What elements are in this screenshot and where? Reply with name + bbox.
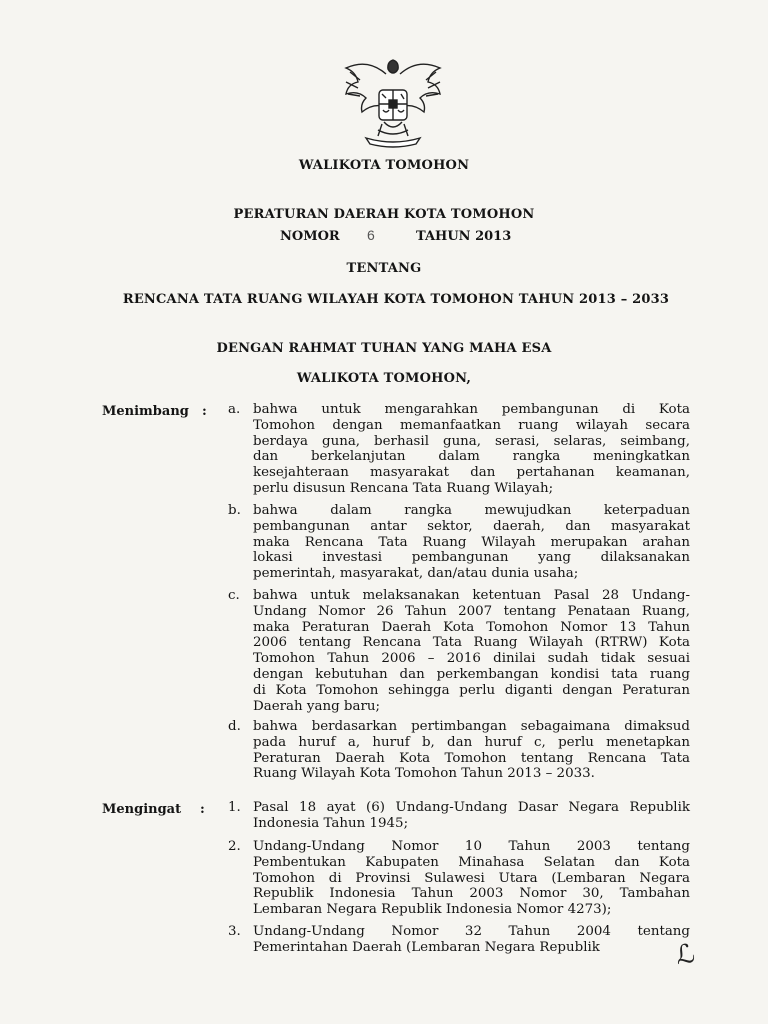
menimbang-colon: : (202, 404, 207, 419)
text-line: perlu disusun Rencana Tata Ruang Wilayah; (253, 480, 554, 496)
menimbang-label: Menimbang (102, 404, 189, 419)
text-line: maka Rencana Tata Ruang Wilayah merupakan arahan (253, 534, 690, 550)
text-line: maka Peraturan Daerah Kota Tomohon Nomor 13 Tahun (253, 619, 690, 635)
text-line: Ruang Wilayah Kota Tomohon Tahun 2013 – 2033. (253, 766, 595, 782)
regulation-title: PERATURAN DAERAH KOTA TOMOHON (233, 207, 535, 222)
text-line: di Kota Tomohon sehingga perlu diganti dengan Peraturan (253, 682, 690, 698)
nomor-label: NOMOR (280, 229, 340, 244)
text-line: pada huruf a, huruf b, dan huruf c, perlu menetapkan (253, 734, 690, 750)
item-text (253, 588, 690, 714)
text-line: Pembentukan Kabupaten Minahasa Selatan dan Kota (253, 854, 690, 870)
item-text (253, 800, 690, 832)
text-line: dengan kebutuhan dan perkembangan kondisi tata ruang (253, 666, 690, 682)
item-marker: 3. (228, 924, 241, 939)
text-line: Undang-Undang Nomor 32 Tahun 2004 tentang (253, 924, 690, 939)
item-marker: 1. (228, 800, 241, 815)
text-line: Indonesia Tahun 1945; (253, 815, 409, 831)
text-line: Tomohon dengan memanfaatkan ruang wilayah secara (253, 417, 690, 433)
text-line: Tomohon Tahun 2006 – 2016 dinilai sudah tidak sesuai (253, 651, 690, 667)
text-line: Pemerintahan Daerah (Lembaran Negara Republik (253, 939, 600, 955)
text-line: pemerintah, masyarakat, dan/atau dunia usaha; (253, 566, 579, 582)
tentang-heading: TENTANG (346, 261, 422, 276)
item-text (253, 503, 690, 582)
text-line: 2006 tentang Rencana Tata Ruang Wilayah (RTRW) Kota (253, 635, 690, 651)
regulation-subject: RENCANA TATA RUANG WILAYAH KOTA TOMOHON TAHUN 2013 – 2033 (122, 292, 670, 307)
text-line: Undang Nomor 26 Tahun 2007 tentang Penataan Ruang, (253, 603, 690, 619)
item-text (253, 402, 690, 497)
mengingat-colon: : (200, 802, 205, 817)
text-line: Tomohon di Provinsi Sulawesi Utara (Lembaran Negara (253, 870, 690, 886)
text-line: lokasi investasi pembangunan yang dilaksanakan (253, 550, 690, 566)
text-line: pembangunan antar sektor, daerah, dan masyarakat (253, 518, 690, 534)
mengingat-label: Mengingat (102, 802, 182, 817)
tahun-label: TAHUN 2013 (416, 229, 512, 244)
text-line: Lembaran Negara Republik Indonesia Nomor 4273); (253, 902, 612, 918)
text-line: bahwa untuk melaksanakan ketentuan Pasal 28 Undang- (253, 588, 690, 603)
text-line: Pasal 18 ayat (6) Undang-Undang Dasar Negara Republik (253, 800, 690, 815)
walikota-heading: WALIKOTA TOMOHON, (296, 371, 472, 386)
rahmat-heading: DENGAN RAHMAT TUHAN YANG MAHA ESA (216, 341, 552, 356)
garuda-emblem-icon (338, 52, 448, 152)
item-marker: a. (228, 402, 241, 417)
text-line: kesejahteraan masyarakat dan pertahanan keamanan, (253, 465, 690, 481)
text-line: bahwa dalam rangka mewujudkan keterpaduan (253, 503, 690, 518)
text-line: Undang-Undang Nomor 10 Tahun 2003 tentang (253, 839, 690, 854)
item-marker: 2. (228, 839, 241, 854)
item-text (253, 719, 690, 782)
nomor-value: 6 (367, 227, 375, 243)
item-marker: c. (228, 588, 240, 603)
text-line: bahwa untuk mengarahkan pembangunan di Kota (253, 402, 690, 417)
text-line: berdaya guna, berhasil guna, serasi, selaras, seimbang, (253, 433, 690, 449)
paraf-mark-icon: ℒ (674, 938, 697, 972)
text-line: Peraturan Daerah Kota Tomohon tentang Rencana Tata (253, 750, 690, 766)
text-line: bahwa berdasarkan pertimbangan sebagaimana dimaksud (253, 719, 690, 734)
issuer-title: WALIKOTA TOMOHON (298, 158, 470, 173)
item-marker: b. (228, 503, 241, 518)
text-line: Republik Indonesia Tahun 2003 Nomor 30, Tambahan (253, 886, 690, 902)
item-marker: d. (228, 719, 241, 734)
item-text (253, 839, 690, 918)
item-text (253, 924, 690, 956)
text-line: Daerah yang baru; (253, 698, 381, 714)
text-line: dan berkelanjutan dalam rangka meningkatkan (253, 449, 690, 465)
